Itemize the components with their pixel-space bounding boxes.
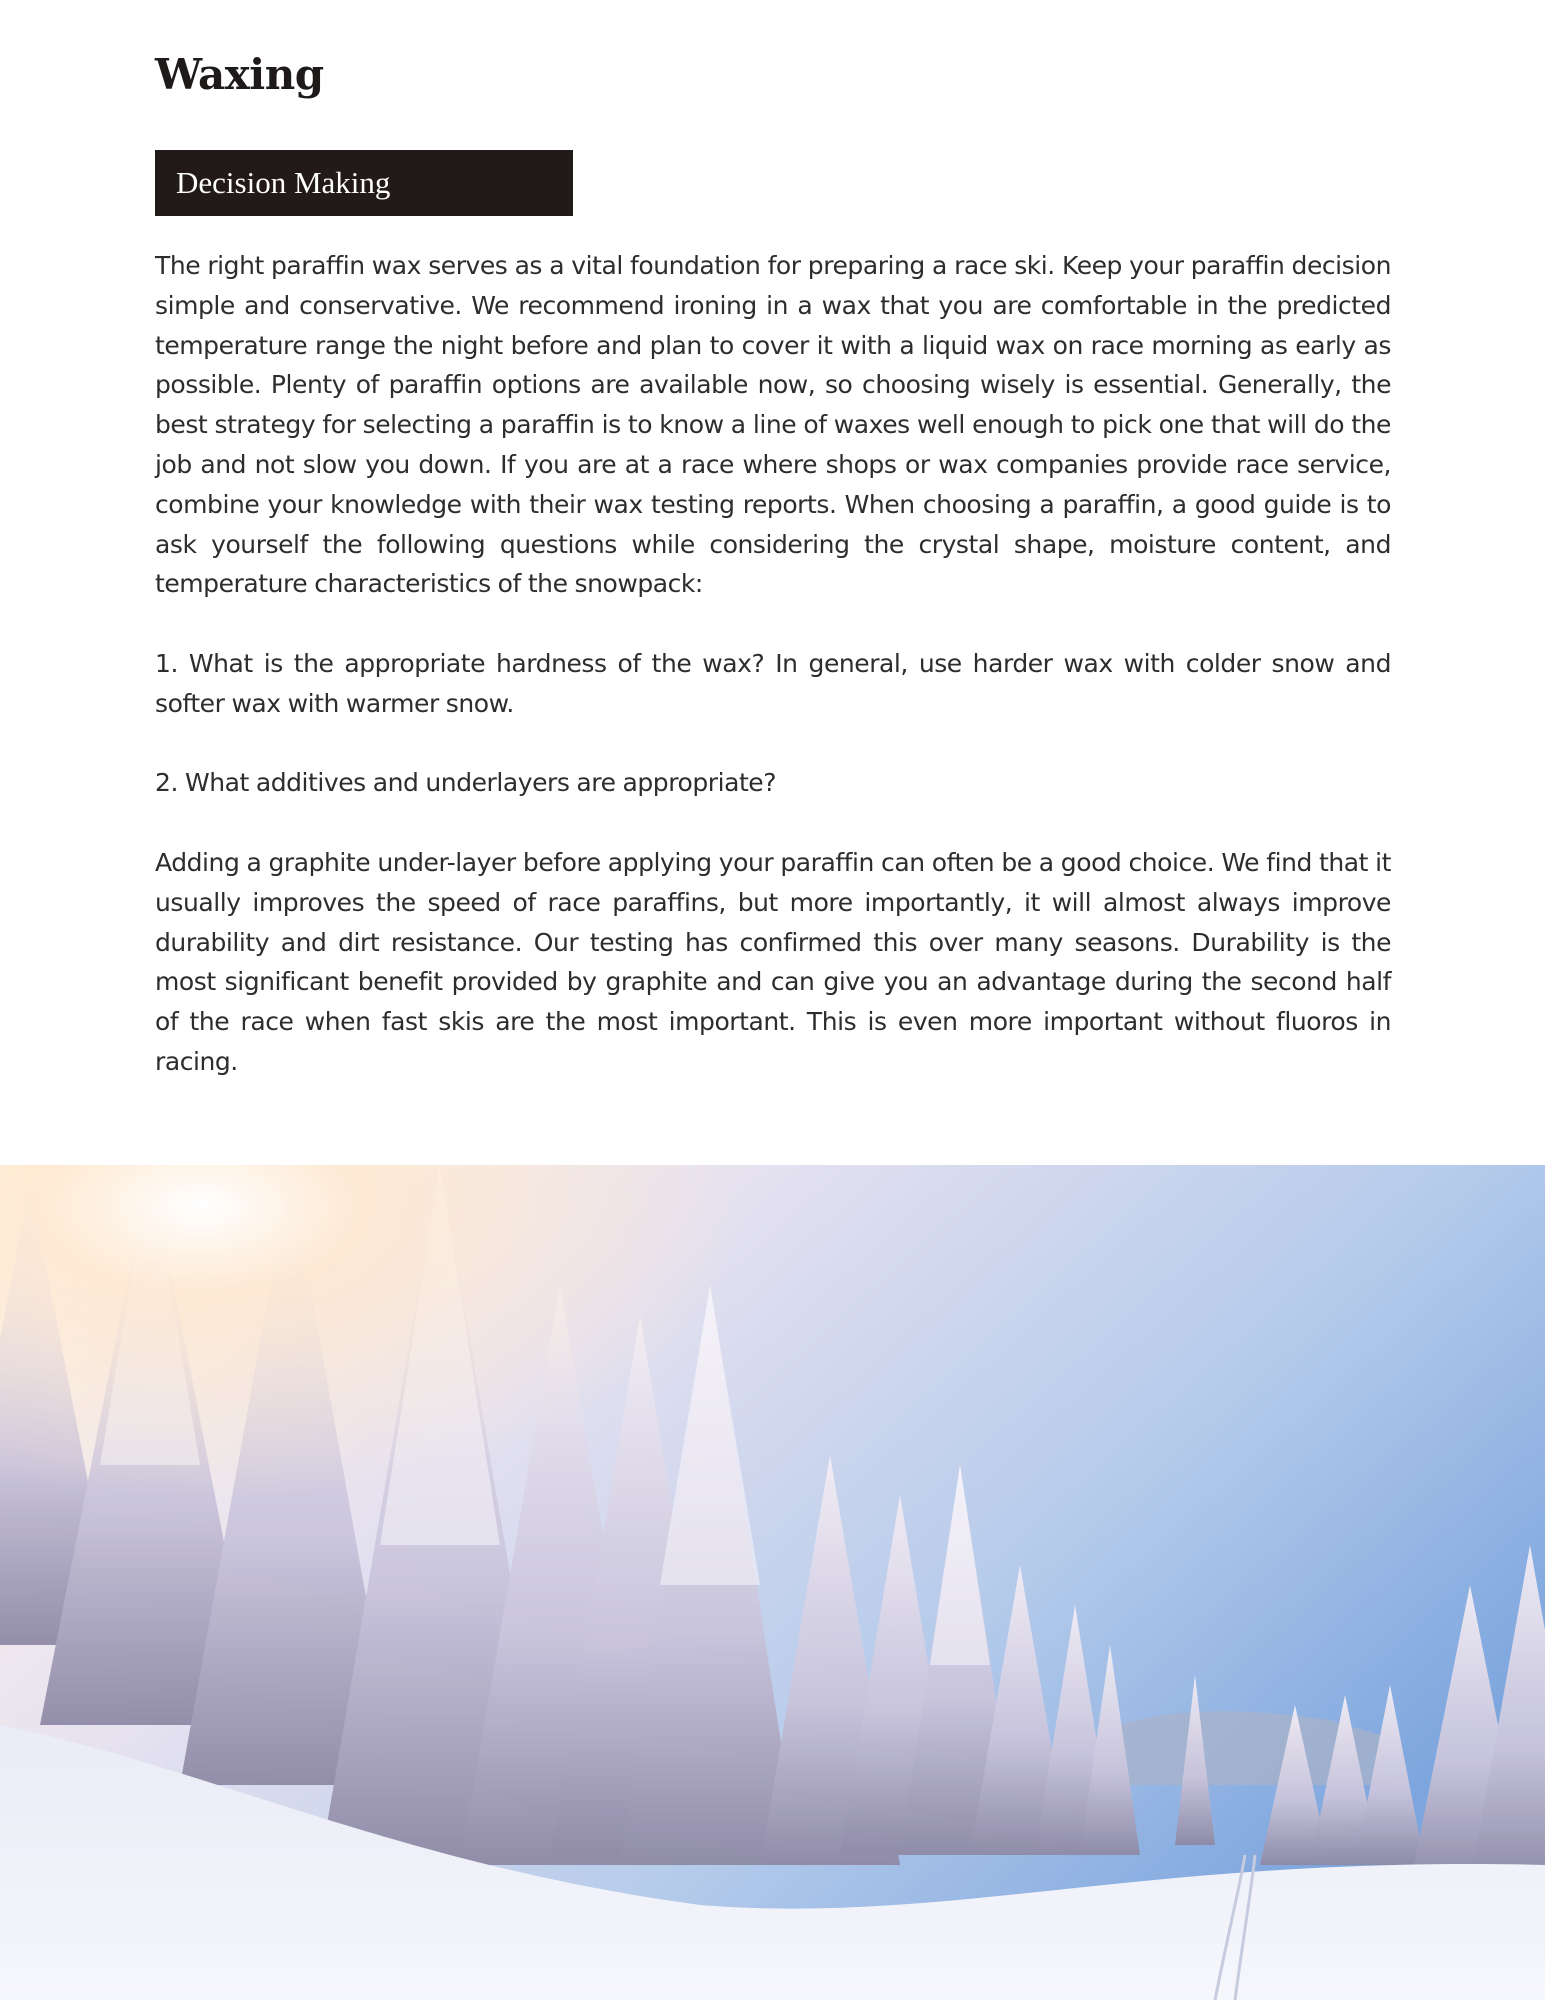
article-body: [155, 246, 1391, 1082]
section-heading-banner: [155, 150, 573, 216]
page-title: Waxing: [155, 50, 324, 99]
question-additives: 2. What additives and underlayers are appropriate?: [155, 768, 777, 798]
question-hardness: 1. What is the appropriate hardness of the wax? In general, use harder wax with colder snow and softer wax with warmer snow.: [155, 648, 1391, 718]
graphite-paragraph: Adding a graphite under-layer before applying your paraffin can often be a good choice. We find that it usually improves the speed of race paraffins, but more importantly, it will almost always improve durability and dirt resistance. Our testing has confirmed this over many seasons. Durability is the most significant benefit provided by graphite and can give you an advantage during the second half of the race when fast skis are the most important. This is even more important without fluoros in racing.: [155, 847, 1391, 1076]
intro-paragraph: The right paraffin wax serves as a vital foundation for preparing a race ski. Keep your paraffin decision simple and conservative. We recommend ironing in a wax that you are comfortable in the predicted temperature range the night before and plan to cover it with a liquid wax on race morning as early as possible. Plenty of paraffin options are available now, so choosing wisely is essential. Generally, the best strategy for selecting a paraffin is to know a line of waxes well enough to pick one that will do the job and not slow you down. If you are at a race where shops or wax companies provide race service, combine your knowledge with their wax testing reports. When choosing a paraffin, a good guide is to ask yourself the following questions while considering the crystal shape, moisture content, and temperature characteristics of the snowpack:: [155, 251, 1391, 599]
snowy-forest-illustration: [0, 1165, 1545, 2000]
snowy-forest-photo: [0, 1165, 1545, 2000]
section-heading: Decision Making: [176, 165, 391, 200]
